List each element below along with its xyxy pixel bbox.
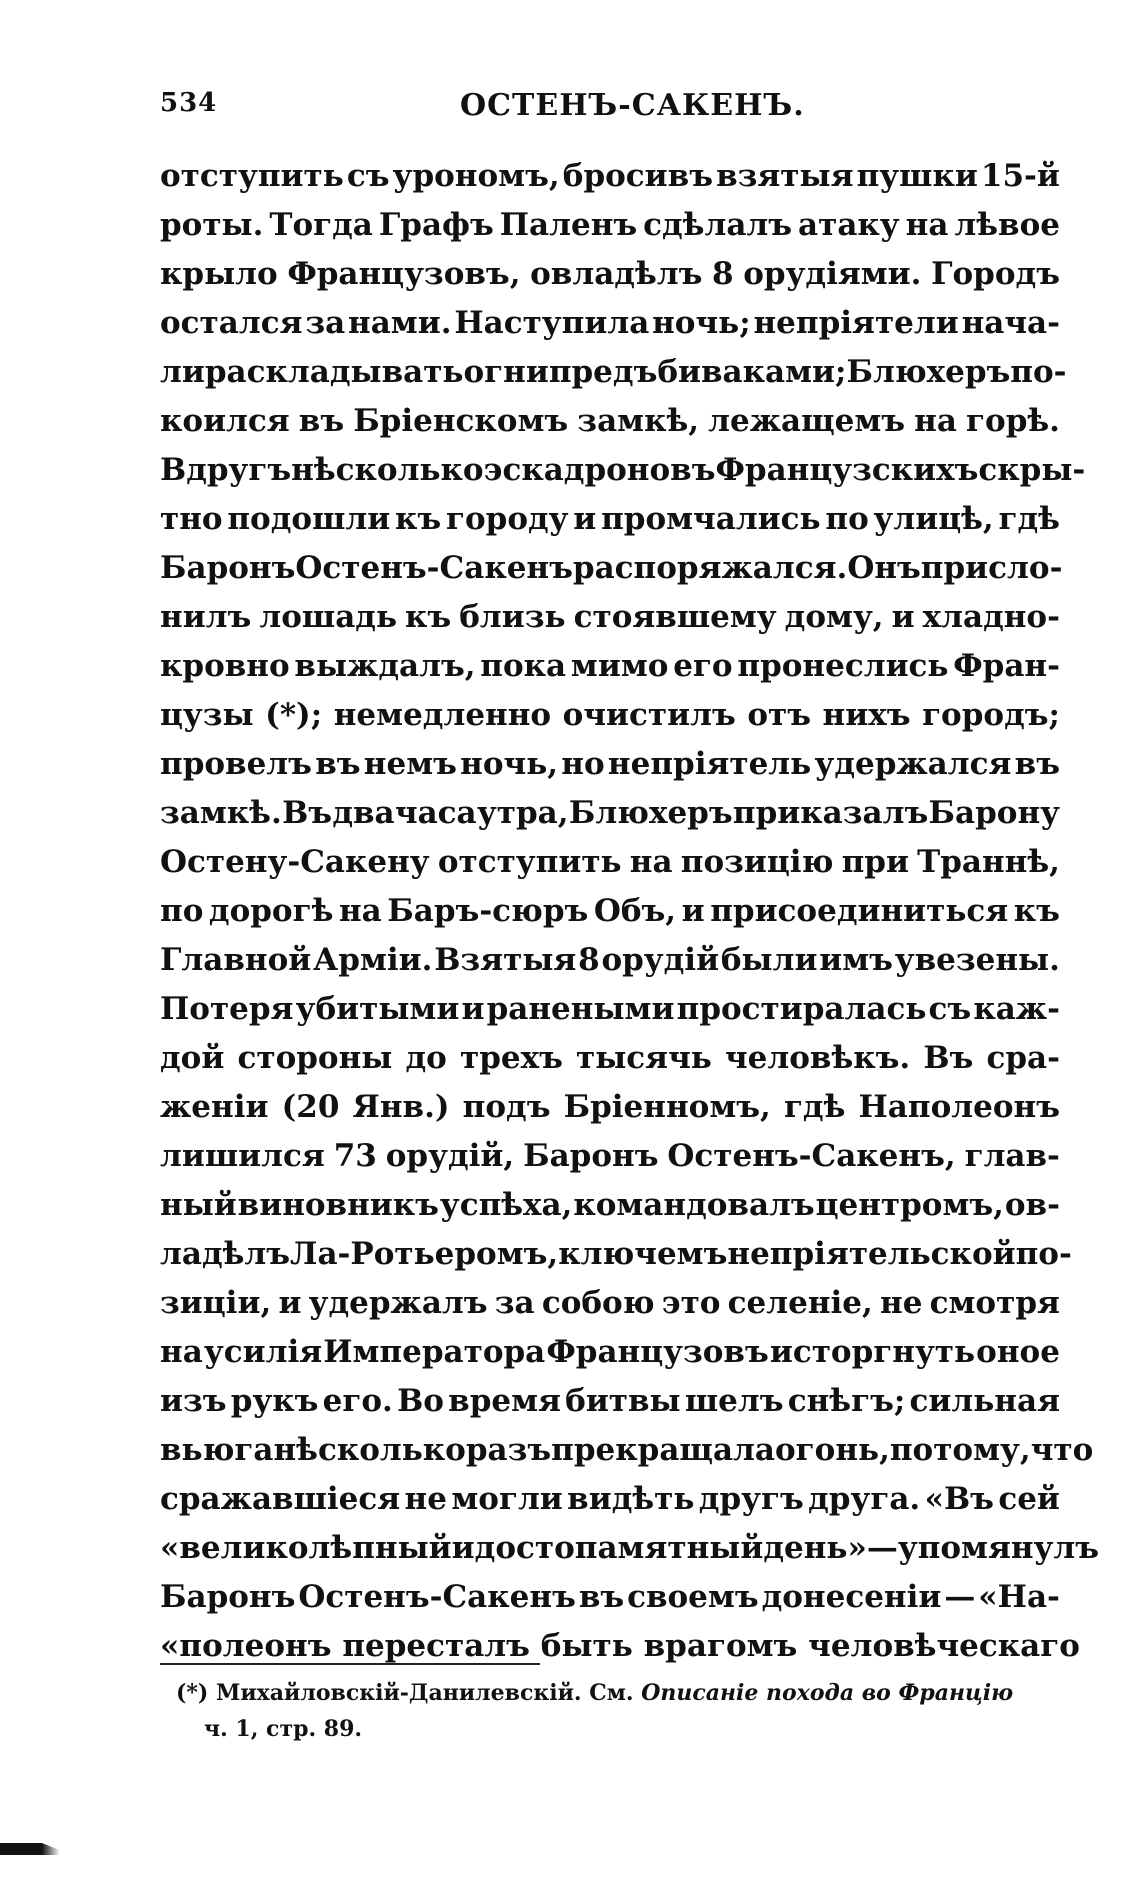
footnote-line-2: ч. 1, стр. 89. (204, 1716, 363, 1742)
text-line: остался за нами. Наступила ночь; непріятели нача- (160, 305, 1060, 341)
page-number: 534 (160, 88, 218, 118)
text-line: коился въ Бріенскомъ замкѣ, лежащемъ на горѣ. (160, 403, 1060, 439)
text-line: роты. Тогда Графъ Паленъ сдѣлалъ атаку на лѣвое (160, 207, 1060, 243)
footnote-rule (160, 1663, 540, 1665)
text-line: тно подошли къ городу и промчались по улицѣ, гдѣ (160, 501, 1060, 537)
text-line: «полеонъ пересталъ быть врагомъ человѣческаго (160, 1628, 1080, 1664)
text-line: Вдругъ нѣсколько эскадроновъ Французскихъ скры- (160, 452, 1086, 488)
text-line: изъ рукъ его. Во время битвы шелъ снѣгъ; сильная (160, 1383, 1060, 1419)
text-line: замкѣ. Въ два часа утра, Блюхеръ приказалъ Барону (160, 795, 1060, 831)
text-line: кровно выждалъ, пока мимо его пронеслись Фран- (160, 648, 1060, 684)
text-line: ли раскладывать огни предъ биваками; Блюхеръ по- (160, 354, 1067, 390)
text-line: Потеря убитыми и ранеными простиралась съ каж- (160, 991, 1060, 1027)
text-line: провелъ въ немъ ночь, но непріятель удержался въ (160, 746, 1060, 782)
text-line: женіи (20 Янв.) подъ Бріенномъ, гдѣ Наполеонъ (160, 1089, 1060, 1125)
text-line: на усилія Императора Французовъ исторгнуть оное (160, 1334, 1060, 1370)
running-head: ОСТЕНЪ-САКЕНЪ. (460, 88, 805, 123)
body-text (160, 152, 1100, 1671)
text-line: ладѣлъ Ла-Ротьеромъ, ключемъ непріятельской по- (160, 1236, 1072, 1272)
text-line: ный виновникъ успѣха, командовалъ центромъ, ов- (160, 1187, 1060, 1223)
text-line: Остену-Сакену отступить на позицію при Траннѣ, (160, 844, 1060, 880)
text-line: зиціи, и удержалъ за собою это селеніе, не смотря (160, 1285, 1060, 1321)
footnote-author: Михайловскій-Данилевскій. (216, 1680, 582, 1706)
text-line: Главной Арміи. Взятыя 8 орудій были имъ увезены. (160, 942, 1060, 978)
text-line: крыло Французовъ, овладѣлъ 8 орудіями. Городъ (160, 256, 1060, 292)
text-line: «великолѣпный и достопамятный день» — упомянулъ (160, 1530, 1100, 1566)
footnote (176, 1675, 1060, 1747)
text-line: нилъ лошадь къ близь стоявшему дому, и хладно- (160, 599, 1060, 635)
footnote-see: См. (589, 1680, 634, 1706)
footnote-marker: (*) (176, 1680, 209, 1706)
text-line: Баронъ Остенъ-Сакенъ распоряжался. Онъ прислo- (160, 550, 1063, 586)
footnote-title: Описаніе похода во Францію (641, 1680, 1014, 1706)
text-line: цузы (*); немедленно очистилъ отъ нихъ городъ; (160, 697, 1060, 733)
text-line: лишился 73 орудій, Баронъ Остенъ-Сакенъ, глав- (160, 1138, 1060, 1174)
text-line: Баронъ Остенъ-Сакенъ въ своемъ донесеніи — «На- (160, 1579, 1060, 1615)
text-line: сражавшіеся не могли видѣть другъ друга. «Въ сей (160, 1481, 1060, 1517)
text-line: отступить съ урономъ, бросивъ взятыя пушки 15-й (160, 158, 1060, 194)
text-line: по дорогѣ на Баръ-сюръ Объ, и присоединиться къ (160, 893, 1060, 929)
page-header (160, 88, 1060, 128)
footnote-line-1 (176, 1675, 1060, 1711)
margin-ink-mark (0, 1843, 60, 1855)
text-line: дой стороны до трехъ тысячь человѣкъ. Въ сра- (160, 1040, 1060, 1076)
text-line: вьюга нѣсколько разъ прекращала огонь, потому, что (160, 1432, 1094, 1468)
